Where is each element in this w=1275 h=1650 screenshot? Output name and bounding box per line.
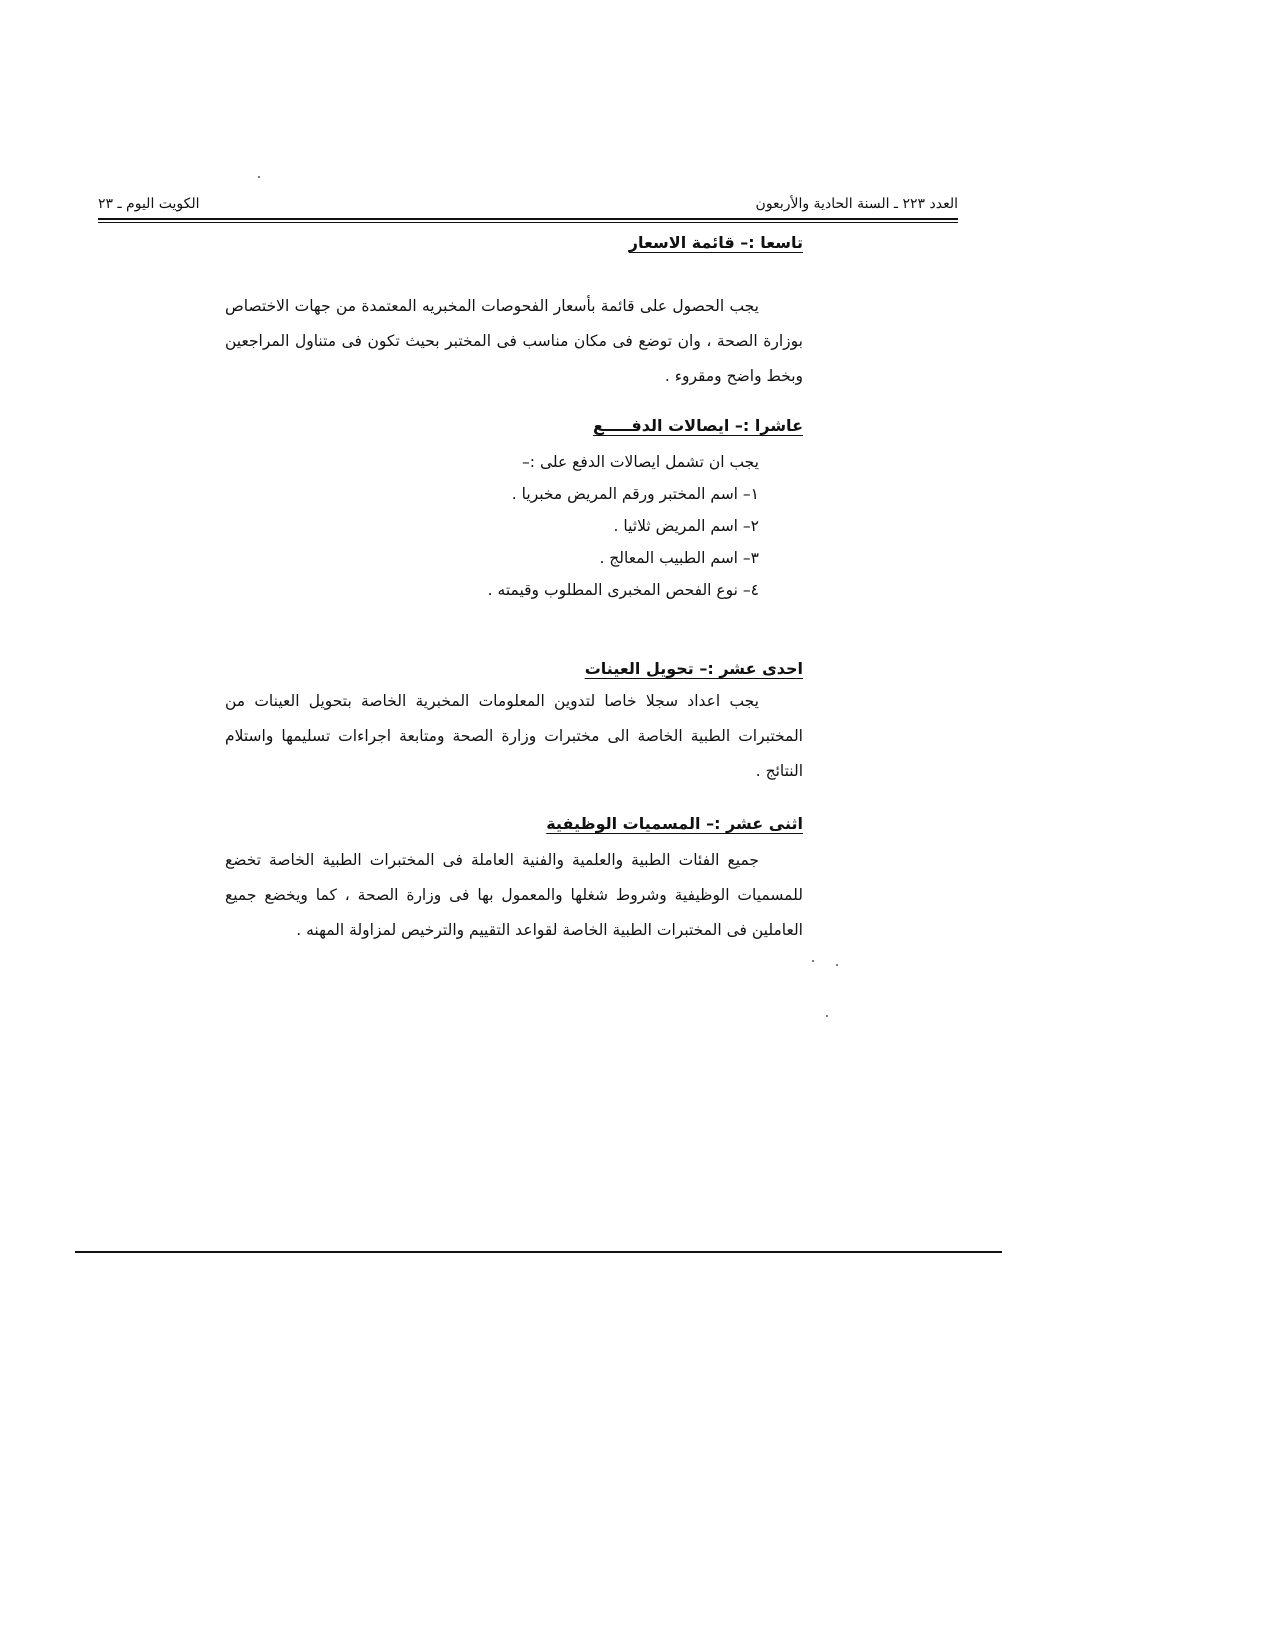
section-heading: تاسعا :– قائمة الاسعار (628, 233, 803, 252)
list-item: ٣– اسم الطبيب المعالج . (599, 549, 759, 567)
paragraph: يجب الحصول على قائمة بأسعار الفحوصات المخبريه المعتمدة من جهات الاختصاص بوزارة الصحة ، وان توضع فى مكان مناسب فى المختبر بحيث تكون فى متناول المراجعين وبخط واضح ومقروء . (225, 297, 803, 385)
paragraph: جميع الفئات الطبية والعلمية والفنية العاملة فى المختبرات الطبية الخاصة تخضع للمسميات الوظيفية وشروط شغلها والمعمول بها فى وزارة الصحة ، كما ويخضع جميع العاملين فى المختبرات الطبية الخاصة لقواعد التقييم والترخيص لمزاولة المهنه . (225, 851, 803, 939)
list-intro: يجب ان تشمل ايصالات الدفع على :– (522, 453, 759, 471)
list-item: ٢– اسم المريض ثلاثيا . (613, 517, 759, 535)
section-price-list-body (225, 289, 803, 394)
section-price-list (225, 233, 803, 252)
list-item: ١– اسم المختبر ورقم المريض مخبريا . (511, 485, 759, 503)
footer-rule (75, 1251, 1002, 1253)
requirements-list (225, 478, 759, 606)
section-sample-transfer-body (225, 684, 803, 789)
publication-name: الكويت اليوم ـ ٢٣ (98, 196, 200, 212)
scan-speck (836, 964, 838, 966)
section-payment-receipts (225, 416, 803, 435)
section-job-titles (225, 814, 803, 833)
list-item: ٤– نوع الفحص المخبرى المطلوب وقيمته . (487, 581, 759, 599)
section-heading: اثنى عشر :– المسميات الوظيفية (546, 814, 803, 833)
scan-speck (258, 176, 260, 178)
section-heading: احدى عشر :– تحويل العينات (584, 659, 803, 678)
scan-speck (826, 1015, 828, 1017)
paragraph: يجب اعداد سجلا خاصا لتدوين المعلومات المخبرية الخاصة بتحويل العينات من المختبرات الطبية الخاصة الى مختبرات وزارة الصحة ومتابعة اجراءات تسليمها واستلام النتائج . (225, 692, 803, 780)
running-header (98, 192, 958, 218)
payment-receipts-list (225, 446, 759, 606)
section-sample-transfer (225, 659, 803, 678)
section-heading: عاشرا :– ايصالات الدفـــــع (593, 416, 803, 435)
header-rule (98, 218, 958, 223)
scan-speck (812, 960, 814, 962)
section-job-titles-body (225, 843, 803, 948)
issue-line: العدد ٢٢٣ ـ السنة الحادية والأربعون (755, 196, 958, 212)
